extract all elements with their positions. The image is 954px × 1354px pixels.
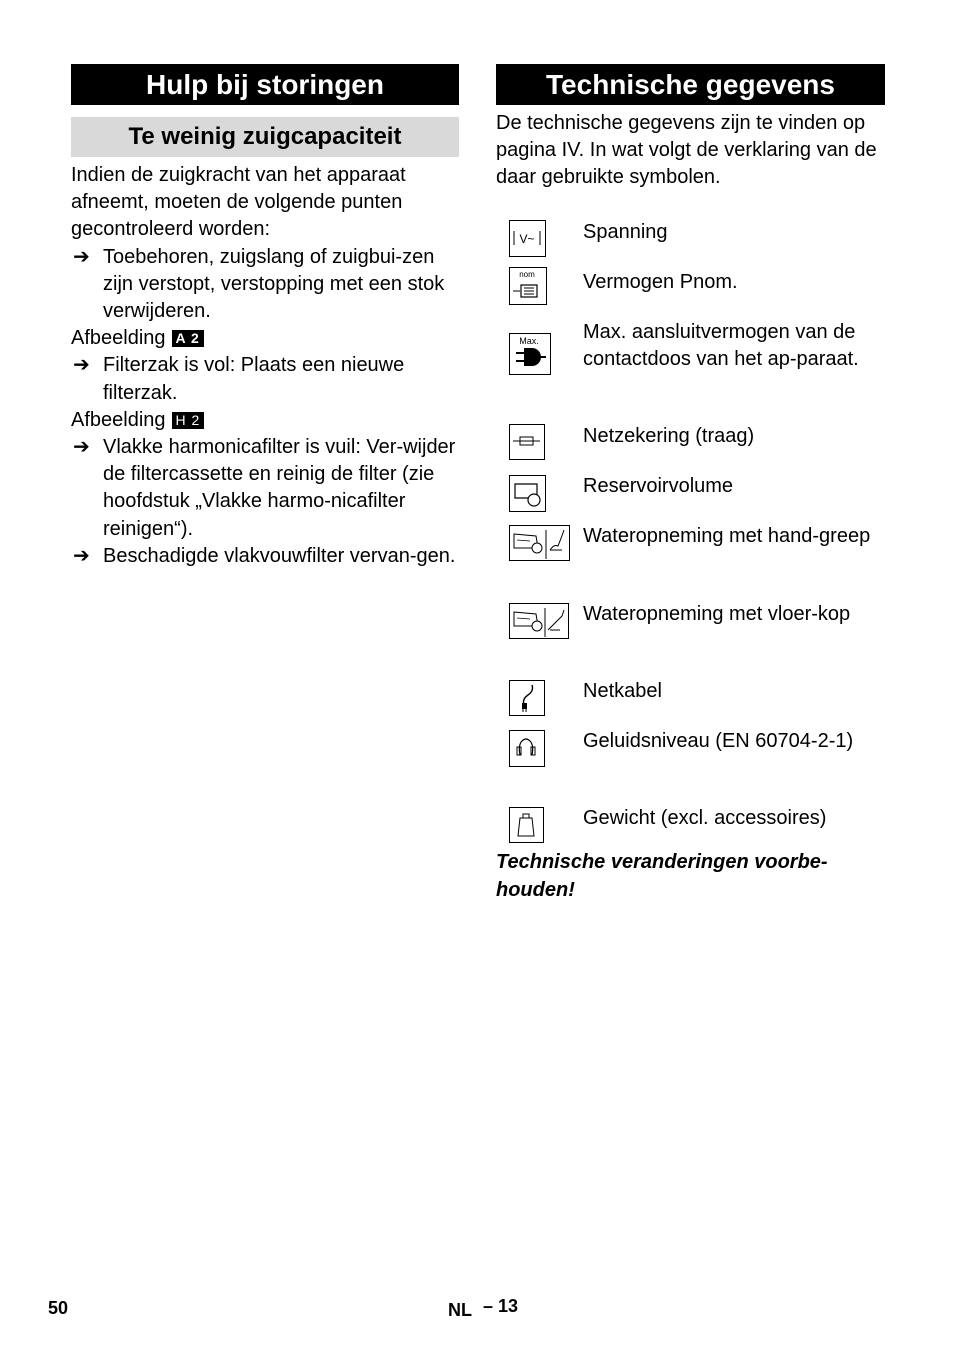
symbol-label: Geluidsniveau (EN 60704-2-1) [583, 730, 854, 752]
left-column [71, 64, 459, 570]
symbol-label: Vermogen Pnom. [583, 271, 738, 293]
bullet-text: Vlakke harmonicafilter is vuil: Ver-wijder de filtercassette en reinig de filter (zie hoofdstuk „Vlakke harmo-nicafilter reinigen“). [103, 436, 456, 540]
arrow-right-icon: ➔ [73, 354, 90, 377]
arrow-right-icon: ➔ [73, 436, 90, 459]
intro-paragraph: De technische gegevens zijn te vinden op pagina IV. In wat volgt de verklaring van de daar gebruikte symbolen. [496, 112, 877, 189]
voltage-icon [509, 220, 546, 257]
max-socket-power-icon-text: Max. [519, 336, 539, 346]
figure-reference [71, 325, 459, 352]
figure-reference [71, 407, 459, 434]
subsection-title-low-suction: Te weinig zuigcapaciteit [71, 117, 459, 157]
voltage-icon-text: V~ [519, 232, 535, 246]
sound-level-icon [509, 730, 545, 767]
symbol-label: Netkabel [583, 680, 662, 702]
weight-icon [509, 807, 544, 843]
section-title-technical-data: Technische gegevens [496, 64, 885, 105]
symbol-label: Gewicht (excl. accessoires) [583, 807, 827, 829]
figure-label: Afbeelding [71, 327, 166, 350]
water-pickup-handle-icon [509, 525, 570, 561]
language-code: NL [448, 1300, 472, 1320]
arrow-right-icon: ➔ [73, 544, 90, 567]
tank-volume-icon [509, 475, 546, 512]
power-nominal-icon-text: nom [519, 270, 535, 279]
symbol-label: Wateropneming met vloer-kop [583, 603, 851, 625]
symbol-label: Netzekering (traag) [583, 425, 755, 447]
power-nominal-icon [509, 267, 547, 305]
arrow-right-icon: ➔ [73, 245, 90, 268]
symbol-label: Reservoirvolume [583, 475, 734, 497]
page-number: 50 [48, 1298, 69, 1318]
symbol-label: Max. aansluitvermogen van de contactdoos van het ap-paraat. [583, 321, 859, 371]
bullet-text: Filterzak is vol: Plaats een nieuwe filterzak. [103, 354, 405, 404]
max-socket-power-icon [509, 333, 551, 375]
fuse-icon [509, 424, 545, 460]
list-item [71, 352, 459, 406]
bullet-text: Toebehoren, zuigslang of zuigbui-zen zijn verstopt, verstopping met een stok verwijderen. [103, 245, 445, 323]
power-cable-icon [509, 680, 545, 716]
technical-changes-note: Technische veranderingen voorbe-houden! [496, 851, 828, 901]
water-pickup-floor-icon [509, 603, 569, 639]
figure-badge: H 2 [172, 412, 205, 429]
bullet-text: Beschadigde vlakvouwfilter vervan-gen. [103, 544, 456, 567]
symbol-label: Spanning [583, 221, 668, 243]
figure-label: Afbeelding [71, 408, 166, 431]
sub-page-number: – 13 [483, 1296, 519, 1316]
list-item [71, 244, 459, 326]
section-title-troubleshooting: Hulp bij storingen [71, 64, 459, 105]
symbol-label: Wateropneming met hand-greep [583, 525, 871, 547]
intro-paragraph: Indien de zuigkracht van het apparaat afneemt, moeten de volgende punten gecontroleerd worden: [71, 164, 406, 241]
list-item [71, 434, 459, 543]
right-column [496, 64, 885, 964]
figure-badge: A 2 [172, 330, 204, 347]
list-item [71, 543, 459, 570]
